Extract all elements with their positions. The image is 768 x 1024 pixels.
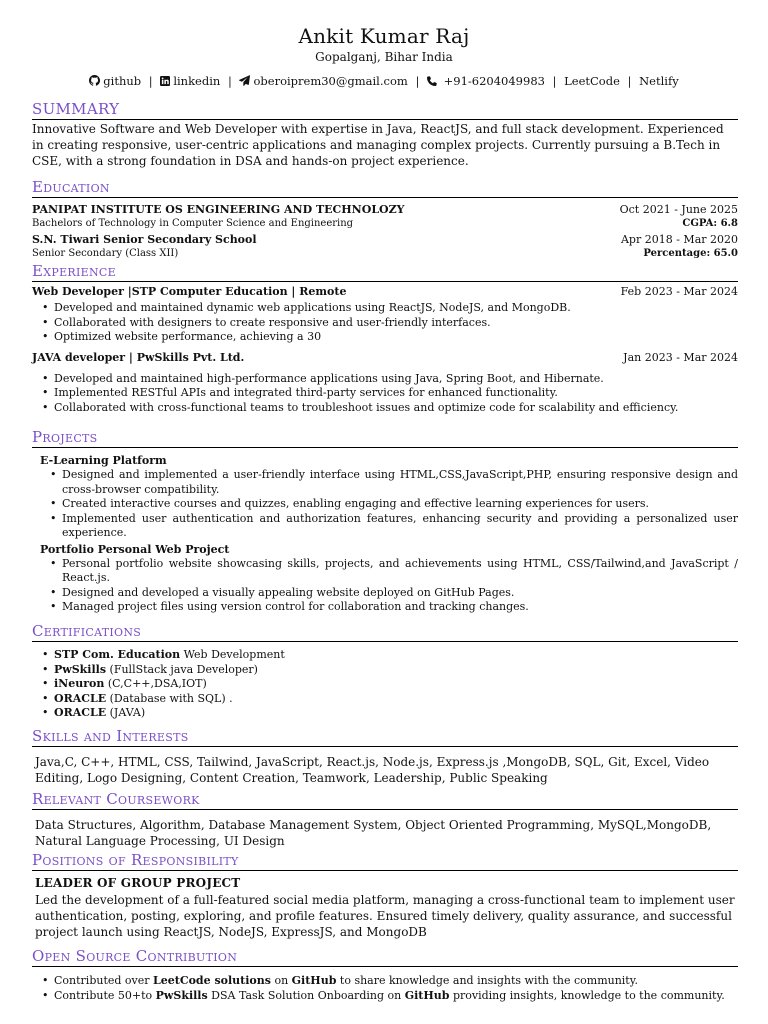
list-item xyxy=(54,692,738,707)
list-item: • Designed and developed a visually appealing website deployed on GitHub Pages. xyxy=(62,586,738,601)
education-section xyxy=(32,179,738,260)
list-item: • Designed and implemented a user-friendly interface using HTML,CSS,JavaScript,PHP, ensuring responsive design and cross-browser compatibility. xyxy=(62,468,738,497)
list-item: • Contributed over LeetCode solutions on GitHub to share knowledge and insights with the community. xyxy=(54,974,738,989)
project-entry xyxy=(32,454,738,541)
separator: | xyxy=(552,74,557,88)
project-bullets xyxy=(32,557,738,615)
project-entry xyxy=(32,543,738,615)
date-range: Feb 2023 - Mar 2024 xyxy=(620,285,738,298)
cert-org: ORACLE xyxy=(54,691,107,705)
linkedin-icon xyxy=(160,76,170,86)
section-title: Projects xyxy=(32,429,738,448)
date-range: Apr 2018 - Mar 2020 xyxy=(620,233,738,246)
experience-section xyxy=(32,263,738,415)
list-item: • Collaborated with designers to create responsive and user-friendly interfaces. xyxy=(54,316,738,331)
date-range: Oct 2021 - June 2025 xyxy=(619,203,738,216)
cert-org: iNeuron xyxy=(54,677,105,690)
skills-section xyxy=(32,728,738,786)
section-title: Experience xyxy=(32,263,738,282)
open-source-section xyxy=(32,948,738,1003)
degree: Senior Secondary (Class XII) xyxy=(32,248,179,259)
linkedin-link[interactable]: linkedin xyxy=(160,74,220,88)
school-name: S.N. Tiwari Senior Secondary School xyxy=(32,233,257,246)
paper-plane-icon xyxy=(239,75,250,86)
cert-org: ORACLE xyxy=(54,706,107,719)
github-link[interactable]: github xyxy=(89,74,141,88)
project-bullets xyxy=(32,468,738,541)
school-name: PANIPAT INSTITUTE OS ENGINEERING AND TECHNOLOZY xyxy=(32,203,405,216)
list-item: • Personal portfolio website showcasing skills, projects, and achievements using HTML, CSS/Tailwind,and JavaScript / React.js. xyxy=(62,557,738,586)
separator: | xyxy=(415,74,420,88)
positions-section xyxy=(32,852,738,940)
coursework-section xyxy=(32,791,738,849)
section-title: Open Source Contribution xyxy=(32,948,738,967)
score: Percentage: 65.0 xyxy=(643,248,738,259)
section-title: Skills and Interests xyxy=(32,728,738,747)
project-name: Portfolio Personal Web Project xyxy=(40,542,230,556)
job-role: Web Developer |STP Computer Education | Remote xyxy=(32,285,347,298)
list-item xyxy=(54,663,738,678)
section-title: SUMMARY xyxy=(32,101,738,120)
list-item: • Developed and maintained dynamic web applications using ReactJS, NodeJS, and MongoDB. xyxy=(54,301,738,316)
list-item xyxy=(54,648,738,663)
certification-list xyxy=(32,648,738,721)
list-item: • Created interactive courses and quizzes, enabling engaging and effective learning experiences for users. xyxy=(62,497,738,512)
cert-detail: (Database with SQL) . xyxy=(106,691,233,705)
degree: Bachelors of Technology in Computer Science and Engineering xyxy=(32,218,354,229)
cert-org: PwSkills xyxy=(54,662,107,676)
list-item: • Implemented user authentication and authorization features, enhancing security and providing a personalized user experience. xyxy=(62,512,738,541)
projects-section xyxy=(32,429,738,615)
list-item xyxy=(54,706,738,721)
list-item: • Implemented RESTful APIs and integrated third-party services for enhanced functionality. xyxy=(54,386,738,401)
leetcode-link[interactable]: LeetCode xyxy=(564,74,620,88)
coursework-text: Data Structures, Algorithm, Database Management System, Object Oriented Programming, MySQL,MongoDB, Natural Language Processing, UI Design xyxy=(35,818,712,848)
section-title: Relevant Coursework xyxy=(32,791,738,810)
contact-links xyxy=(0,74,768,88)
section-title: Positions of Responsibility xyxy=(32,852,738,871)
position-text: Led the development of a full-featured social media platform, managing a cross-functional team to implement user authentication, posting, exploring, and profile features. Ensured timely delivery, quality assurance, and successful project launch using ReactJS, NodeJS, ExpressJS, and MongoDB xyxy=(35,893,735,939)
resume-header xyxy=(0,0,768,88)
cert-org: STP Com. Education xyxy=(54,648,181,661)
job-role: JAVA developer | PwSkills Pvt. Ltd. xyxy=(32,350,245,364)
list-item: • Managed project files using version control for collaboration and tracking changes. xyxy=(62,600,738,615)
summary-section xyxy=(32,101,738,169)
cert-detail: (JAVA) xyxy=(106,706,146,719)
cert-detail: Web Development xyxy=(180,648,285,661)
position-role: LEADER OF GROUP PROJECT xyxy=(35,876,241,890)
score: CGPA: 6.8 xyxy=(682,218,738,229)
list-item xyxy=(54,677,738,692)
phone-link[interactable]: +91-6204049983 xyxy=(427,74,545,88)
netlify-link[interactable]: Netlify xyxy=(639,74,679,88)
experience-entry xyxy=(32,285,738,345)
list-item: • Collaborated with cross-functional teams to troubleshoot issues and optimize code for scalability and efficiency. xyxy=(54,401,738,416)
job-bullets xyxy=(32,372,738,416)
experience-entry xyxy=(32,351,738,416)
date-range: Jan 2023 - Mar 2024 xyxy=(623,350,738,364)
education-entry xyxy=(32,203,738,230)
certifications-section xyxy=(32,623,738,721)
candidate-location: Gopalganj, Bihar India xyxy=(315,50,453,64)
github-icon xyxy=(89,75,100,86)
separator: | xyxy=(148,74,153,88)
list-item: • Developed and maintained high-performance applications using Java, Spring Boot, and Hibernate. xyxy=(54,372,738,387)
separator: | xyxy=(227,74,232,88)
section-title: Certifications xyxy=(32,623,738,642)
separator: | xyxy=(627,74,632,88)
section-title: Education xyxy=(32,179,738,198)
email-link[interactable]: oberoiprem30@gmail.com xyxy=(239,74,407,88)
phone-icon xyxy=(427,76,437,86)
project-name: E-Learning Platform xyxy=(40,454,167,467)
list-item: • Contribute 50+to PwSkills DSA Task Solution Onboarding on GitHub providing insights, knowledge to the community. xyxy=(54,989,738,1004)
summary-text: Innovative Software and Web Developer with expertise in Java, ReactJS, and full stack development. Experienced in creating responsive, user-centric applications and managing complex projects. Currently pursuing a B.Tech in CSE, with a strong foundation in DSA and hands-on project experience. xyxy=(32,122,724,168)
education-entry xyxy=(32,233,738,260)
cert-detail: (FullStack java Developer) xyxy=(106,662,258,676)
cert-detail: (C,C++,DSA,IOT) xyxy=(104,677,207,690)
list-item: • Optimized website performance, achieving a 30 xyxy=(54,330,738,345)
job-bullets xyxy=(32,301,738,345)
open-source-list xyxy=(32,974,738,1003)
skills-text: Java,C, C++, HTML, CSS, Tailwind, JavaScript, React.js, Node.js, Express.js ,MongoDB, SQL, Git, Excel, Video Editing, Logo Designing, Content Creation, Teamwork, Leadership, Public Speaking xyxy=(35,755,710,785)
candidate-name: Ankit Kumar Raj xyxy=(298,24,470,48)
